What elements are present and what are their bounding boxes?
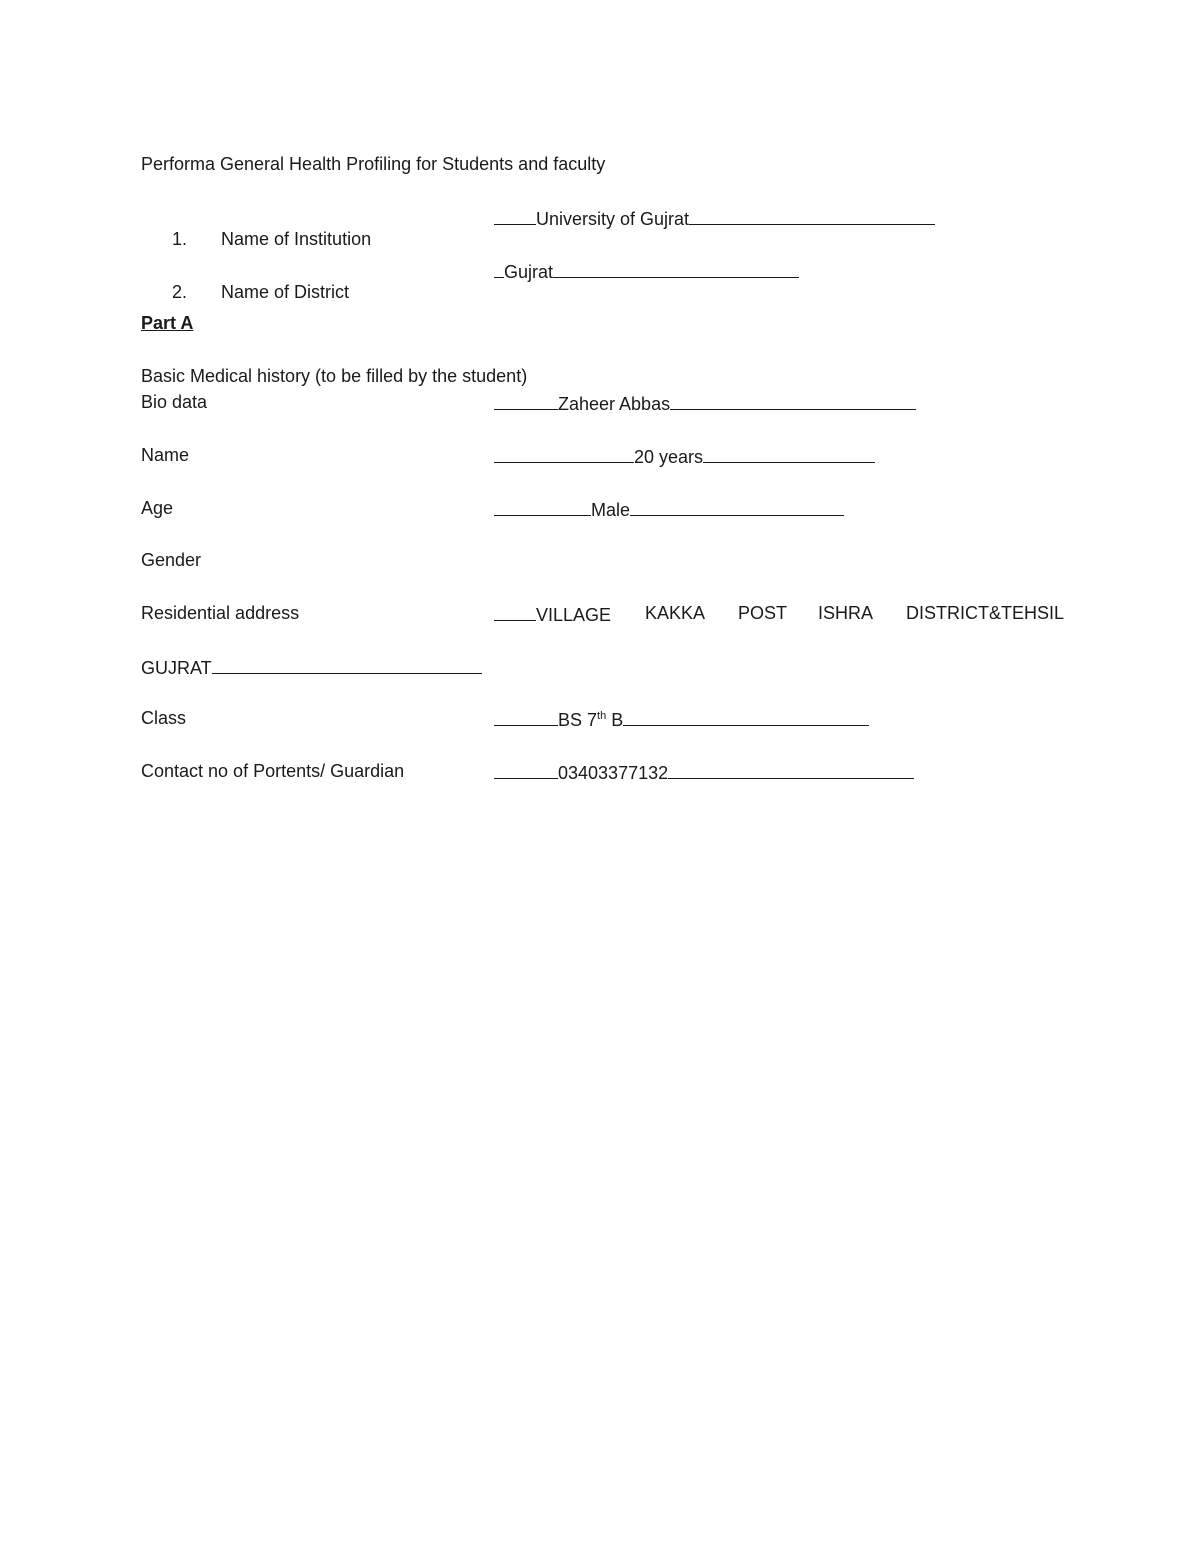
section-heading: Basic Medical history (to be filled by the student) (141, 366, 528, 386)
name-field (494, 444, 875, 468)
document-title: Performa General Health Profiling for Students and faculty (141, 154, 606, 174)
contact-label: Contact no of Portents/ Guardian (141, 761, 405, 781)
address-word: KAKKA (645, 603, 706, 623)
address-word: ISHRA (818, 603, 874, 623)
age-label: Age (141, 498, 174, 518)
item-label: Name of Institution (221, 229, 372, 249)
address-label: Residential address (141, 603, 300, 623)
contact-value: 03403377132 (558, 763, 669, 783)
name-value: 20 years (634, 447, 704, 467)
item-number: 1. (172, 229, 188, 249)
institution-value: University of Gujrat (536, 209, 690, 229)
contact-field (494, 760, 914, 784)
name-label: Name (141, 445, 190, 465)
class-value-suffix: B (606, 710, 624, 730)
bio-data-field (494, 391, 916, 415)
class-field (494, 707, 869, 731)
item-institution (141, 206, 371, 250)
item-number: 2. (172, 282, 188, 302)
age-field (494, 497, 844, 521)
address-word: VILLAGE (536, 605, 612, 625)
class-label: Class (141, 708, 187, 728)
address-word: DISTRICT&TEHSIL (906, 603, 1065, 623)
district-field (494, 259, 799, 283)
bio-data-value: Zaheer Abbas (558, 394, 671, 414)
gender-label: Gender (141, 550, 202, 570)
address-continuation-field (141, 655, 482, 679)
institution-field (494, 206, 935, 230)
class-value-prefix: BS 7 (558, 710, 598, 730)
age-value: Male (591, 500, 631, 520)
district-value: Gujrat (504, 262, 554, 282)
address-continuation: GUJRAT (141, 658, 212, 678)
class-value-sup: th (597, 710, 607, 722)
part-heading: Part A (141, 313, 194, 333)
item-district (141, 259, 349, 303)
address-word: POST (738, 603, 788, 623)
bio-data-label: Bio data (141, 392, 208, 412)
item-label: Name of District (221, 282, 350, 302)
address-field (494, 602, 611, 626)
